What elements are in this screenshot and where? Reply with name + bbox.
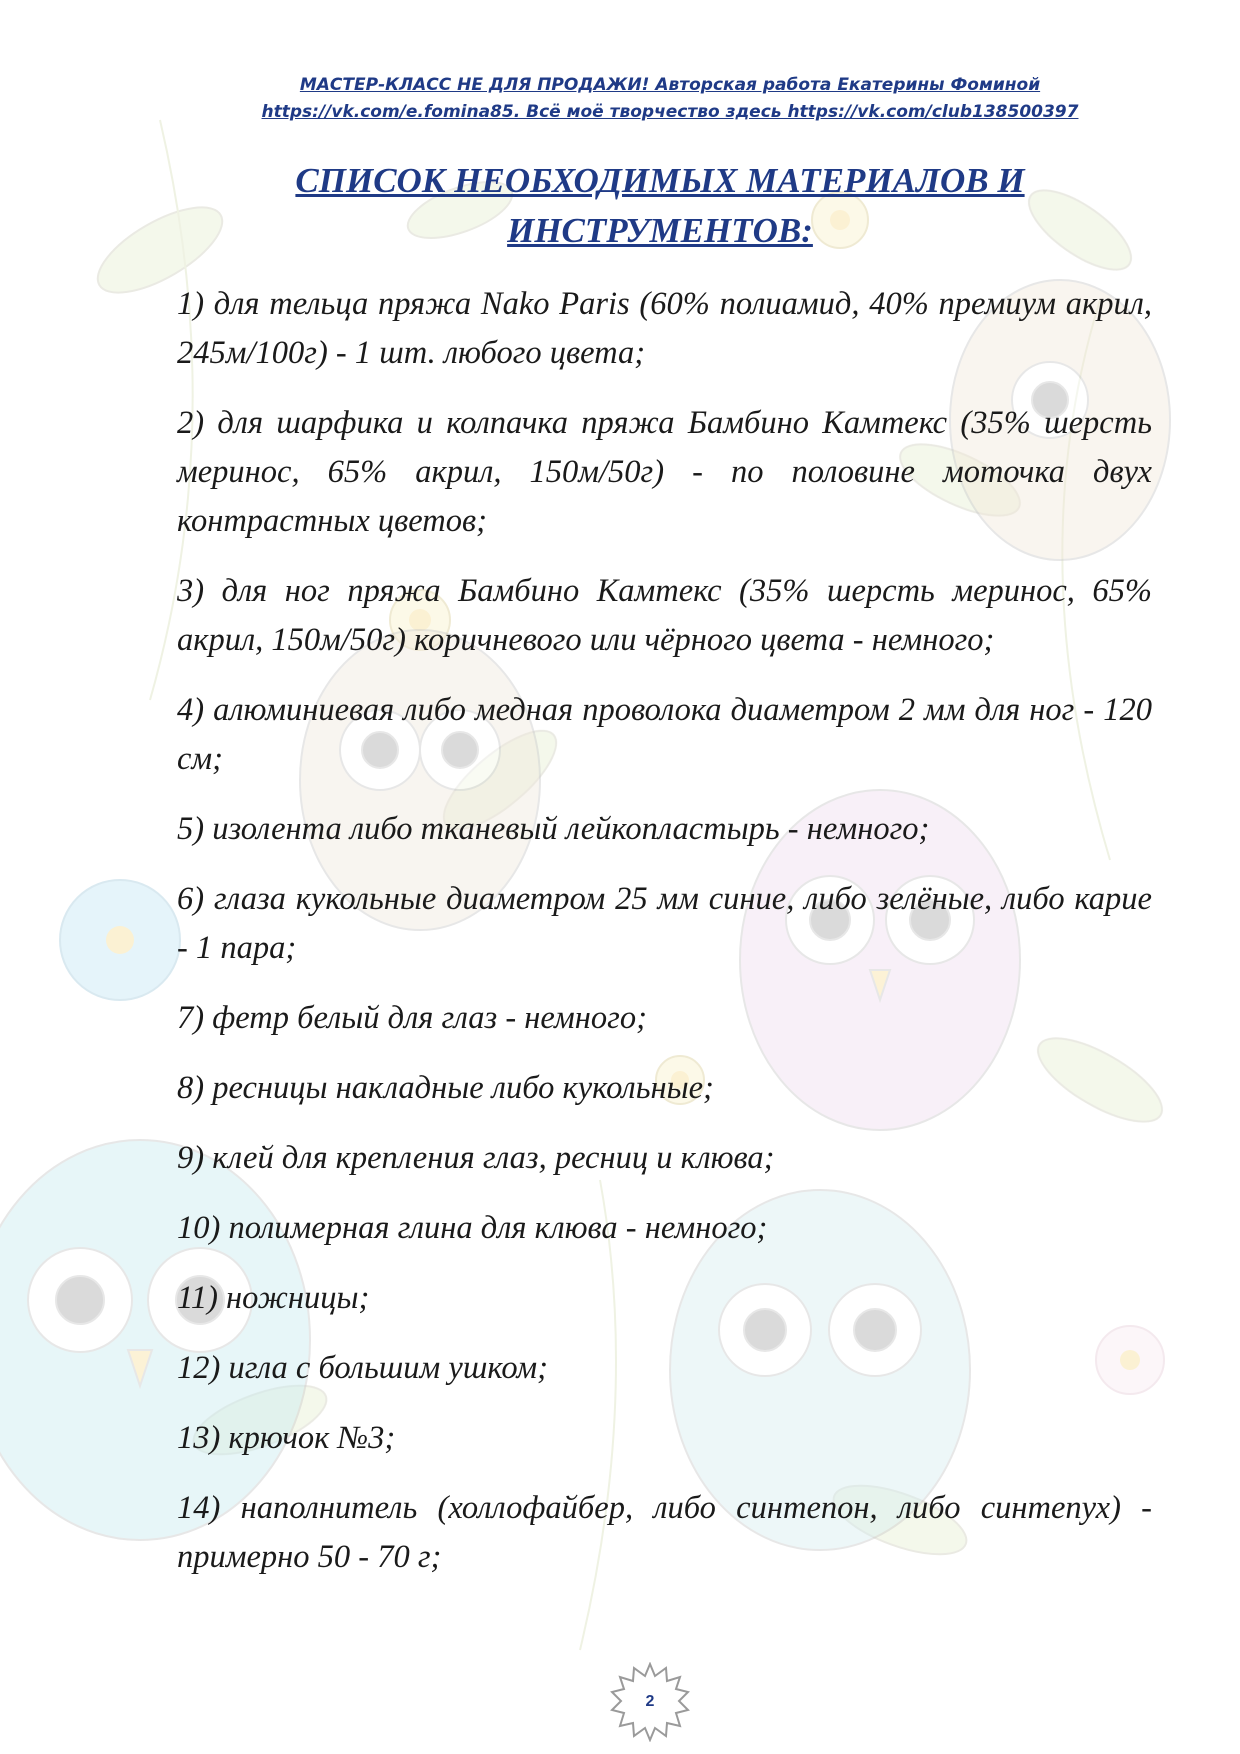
- list-item: 10) полимерная глина для клюва - немного;: [177, 1210, 768, 1246]
- list-item: 11) ножницы;: [177, 1280, 370, 1316]
- page-number-badge: [610, 1662, 690, 1742]
- page-header: [0, 72, 1240, 126]
- list-item: 12) игла с большим ушком;: [177, 1350, 548, 1386]
- list-item: 3) для ног пряжа Бамбино Камтекс (35% шерсть меринос, 65% акрил, 150м/50г) коричневого или чёрного цвета - немного;: [177, 573, 1152, 658]
- header-copyright-line: МАСТЕР-КЛАСС НЕ ДЛЯ ПРОДАЖИ! Авторская работа Екатерины Фоминой: [299, 75, 1041, 95]
- list-item: 2) для шарфика и колпачка пряжа Бамбино Камтекс (35% шерсть меринос, 65% акрил, 150м/50г) - по половине моточка двух контрастных цветов;: [177, 405, 1152, 539]
- list-item: 13) крючок №3;: [177, 1420, 396, 1456]
- list-item: 5) изолента либо тканевый лейкопластырь - немного;: [177, 811, 930, 847]
- list-item: 6) глаза кукольные диаметром 25 мм синие, либо зелёные, либо карие - 1 пара;: [177, 881, 1152, 966]
- materials-list: [177, 280, 1152, 1603]
- list-item: 8) ресницы накладные либо кукольные;: [177, 1070, 714, 1106]
- page-title: СПИСОК НЕОБХОДИМЫХ МАТЕРИАЛОВ И ИНСТРУМЕНТОВ:: [295, 161, 1025, 250]
- list-item: 7) фетр белый для глаз - немного;: [177, 1000, 647, 1036]
- list-item: 1) для тельца пряжа Nako Paris (60% полиамид, 40% премиум акрил, 245м/100г) - 1 шт. любого цвета;: [177, 286, 1152, 371]
- list-item: 4) алюминиевая либо медная проволока диаметром 2 мм для ног - 120 см;: [177, 692, 1152, 777]
- header-links-line[interactable]: https://vk.com/e.fomina85. Всё моё творчество здесь https://vk.com/club138500397: [261, 102, 1079, 122]
- list-item: 14) наполнитель (холлофайбер, либо синтепон, либо синтепух) - примерно 50 - 70 г;: [177, 1490, 1152, 1575]
- page-number: 2: [645, 1693, 655, 1710]
- list-item: 9) клей для крепления глаз, ресниц и клюва;: [177, 1140, 775, 1176]
